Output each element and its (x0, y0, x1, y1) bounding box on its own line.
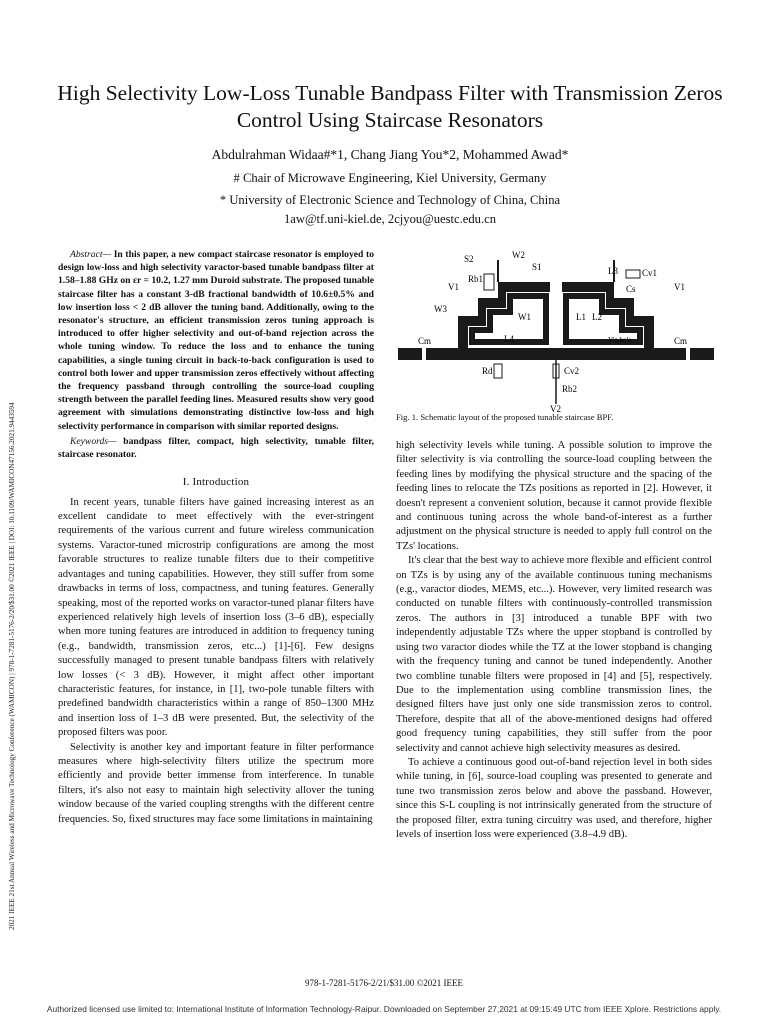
abstract (58, 248, 374, 433)
paper-title: High Selectivity Low-Loss Tunable Bandpass Filter with Transmission Zeros Control Using Staircase Resonators (57, 81, 723, 133)
label-rb1: Rb1 (468, 274, 484, 284)
abstract-text: In this paper, a new compact staircase resonator is employed to design low-loss and high selectivity varactor-based tunable bandpass filter at 1.58–1.88 GHz on εr = 10.2, 1.27 mm Duroid substrate. The proposed tunable staircase filter has a constant 3-dB fractional bandwidth of 10.6±0.5% and low insertion loss < 2 dB allover the tuning band. Additionally, owing to the resonator's structure, an efficient transmission zeros tuning approach is introduced to offer higher selectivity and out-of-band rejection across the whole tuning window. To reduce the loss and to enhance the tuning capabilities, a single tuning circuit in back-to-back configuration is used to control both lower and upper transmission zeros effectively without affecting the frequency passband through controlling the source-load coupling strength between the parallel feeding lines. Measured results show very good agreement with simulations demonstrating distinctive low-loss and high selectivity performance in comparison with similar reported designs. (58, 249, 375, 432)
label-l3: L3 (608, 266, 618, 276)
resistor-rd (494, 364, 502, 378)
keywords-lead: Keywords— (70, 435, 117, 447)
left-column (58, 248, 374, 827)
figure-caption: Fig. 1. Schematic layout of the proposed tunable staircase BPF. (396, 412, 614, 422)
author-emails: 1aw@tf.uni-kiel.de, 2cjyou@uestc.edu.cn (283, 212, 497, 226)
label-l2: L2 (592, 312, 602, 322)
label-cv2: Cv2 (564, 366, 580, 376)
keywords (58, 435, 374, 461)
varactor-cv1 (626, 270, 640, 278)
feed-line (398, 348, 714, 360)
label-cm-left: Cm (418, 336, 432, 346)
label-v1-right: V1 (674, 282, 685, 292)
label-w1: W1 (518, 312, 531, 322)
right-column (396, 439, 712, 842)
label-cv1: Cv1 (642, 268, 658, 278)
affiliation-uestc: * University of Electronic Science and Technology of China, China (219, 193, 561, 207)
label-rd: Rd (482, 366, 493, 376)
side-citation-text: 2021 IEEE 21st Annual Wireless and Microwave Technology Conference (WAMICON) | 978-1-7281-5176-2/20/$31.00 ©2021 IEEE | DOI: 10.1109/WAMICON47156.2021.9443594 (8, 402, 16, 930)
body-paragraph: high selectivity levels while tuning. A possible solution to improve the filter selectivity is via controlling the source-load coupling between the feeding lines by modifying the physical structure and the spacing of the feeding lines to relocate the TZs positions as reported in [2]. However, it doesn't represent a convenient solution, because it cannot provide flexible and continuous tuning across the whole band-of-interest as a further adjustment on the physical structure is needed to apply full control on the TZs' locations. (396, 440, 712, 552)
label-rb2: Rb2 (562, 384, 578, 394)
affiliation-kiel: # Chair of Microwave Engineering, Kiel University, Germany (233, 171, 547, 185)
label-w2: W2 (512, 250, 525, 260)
label-s2: S2 (464, 254, 474, 264)
figure-schematic-layout (398, 246, 714, 414)
feed-gap-right (686, 346, 690, 362)
bias-resistor-rb1 (484, 274, 494, 290)
label-cm-right: Cm (674, 336, 688, 346)
label-s1: S1 (532, 262, 542, 272)
abstract-lead: Abstract— (70, 249, 112, 260)
label-v2: V2 (550, 404, 561, 414)
keywords-text: bandpass filter, compact, high selectivity, tunable filter, staircase resonator. (58, 435, 374, 461)
label-v1-left: V1 (448, 282, 459, 292)
authorized-use-notice: Authorized licensed use limited to: International Institute of Information Technology-Raipur. Downloaded on September 27,2021 at 09:15:49 UTC from IEEE Xplore. Restrictions apply. (46, 1004, 722, 1014)
copyright-footer: 978-1-7281-5176-2/21/$31.00 ©2021 IEEE (304, 978, 464, 988)
body-paragraph: In recent years, tunable filters have gained increasing interest as an excellent candidate to meet effectively with the ever-stringent requirements of the various current and future wireless communication systems. Varactor-tuned microstrip configurations are among the most favorable structures to realize tunable filters due to their competitive advantages and tuning capabilities. However, they still suffer from some drawbacks in terms of loss, compactness, and tuning features. Generally speaking, most of the reported works on varactor-tuned planar filters have experienced relatively high levels of insertion loss (3–6 dB), especially when more tuning features are introduced in addition to frequency tuning (e.g., bandwidth, transmission zeros, etc...) [1]-[6]. Few designs successfully managed to present tunable bandpass filters with relatively low losses (< 3 dB). However, it might affect other important characteristic features, for instance, in [1], two-pole tunable filters with predefined bandwidth characteristics within a range of 850–1300 MHz and insertion loss of 1–3 dB were presented. But, the selectivity of the proposed filters was poor. (58, 496, 374, 739)
body-paragraph: Selectivity is another key and important feature in filter performance measures where high-selectivity filters utilize the spectrum more efficiently and provide better immense from interference. In tunable filters, it's also not easy to maintain high selectivity allover the tuning window because of the varied coupling strengths with the different centre frequencies. So, fixed structures may face some limitations in maintaining (58, 741, 374, 825)
label-cs: Cs (626, 284, 636, 294)
label-w3: W3 (434, 304, 447, 314)
section-heading-introduction: I. Introduction (182, 476, 250, 489)
body-paragraph: It's clear that the best way to achieve more flexible and efficient control on TZs is by using any of the available continuous tuning mechanisms (e.g., varactor diodes, MEMS, etc...). However, very limited research was conducted on tunable filters with continuously-controlled transmission zeros. The authors in [3] introduced a tunable BPF with two independently adjustable TZs where the upper stopband is controlled by using two varactor diodes while the TZ at the lower stopband is changing with the frequency tuning and cannot be tuned independently. Another two combline tunable filters were proposed in [4] and [5], respectively. Due to the implementation using combline transmission lines, the designed filters have just only one side transmission zeros to control. Therefore, despite that all of the above-mentioned designs had offered good frequency tuning capabilities, they still suffer from the poor selectivity and cannot achieve high selectivity measures as desired. (396, 555, 712, 754)
label-via-hole: Via hole (608, 336, 632, 344)
label-l1: L1 (576, 312, 586, 322)
schematic-svg (398, 246, 714, 414)
author-list: Abdulrahman Widaa#*1, Chang Jiang You*2, Mohammed Awad* (211, 147, 569, 162)
feed-gap-left (422, 346, 426, 362)
side-citation-note (2, 130, 24, 950)
label-l4: L4 (504, 334, 514, 344)
body-paragraph: To achieve a continuous good out-of-band rejection level in both sides while tuning, in [6], source-load coupling was presented to generate and tune two transmission zeros below and above the passband. However, since this S-L coupling is not intrinsically generated from the structure of the proposed filter, extra tuning circuitry was used, and therefore, higher levels of insertion loss were experienced (3.8–4.9 dB). (396, 756, 712, 840)
